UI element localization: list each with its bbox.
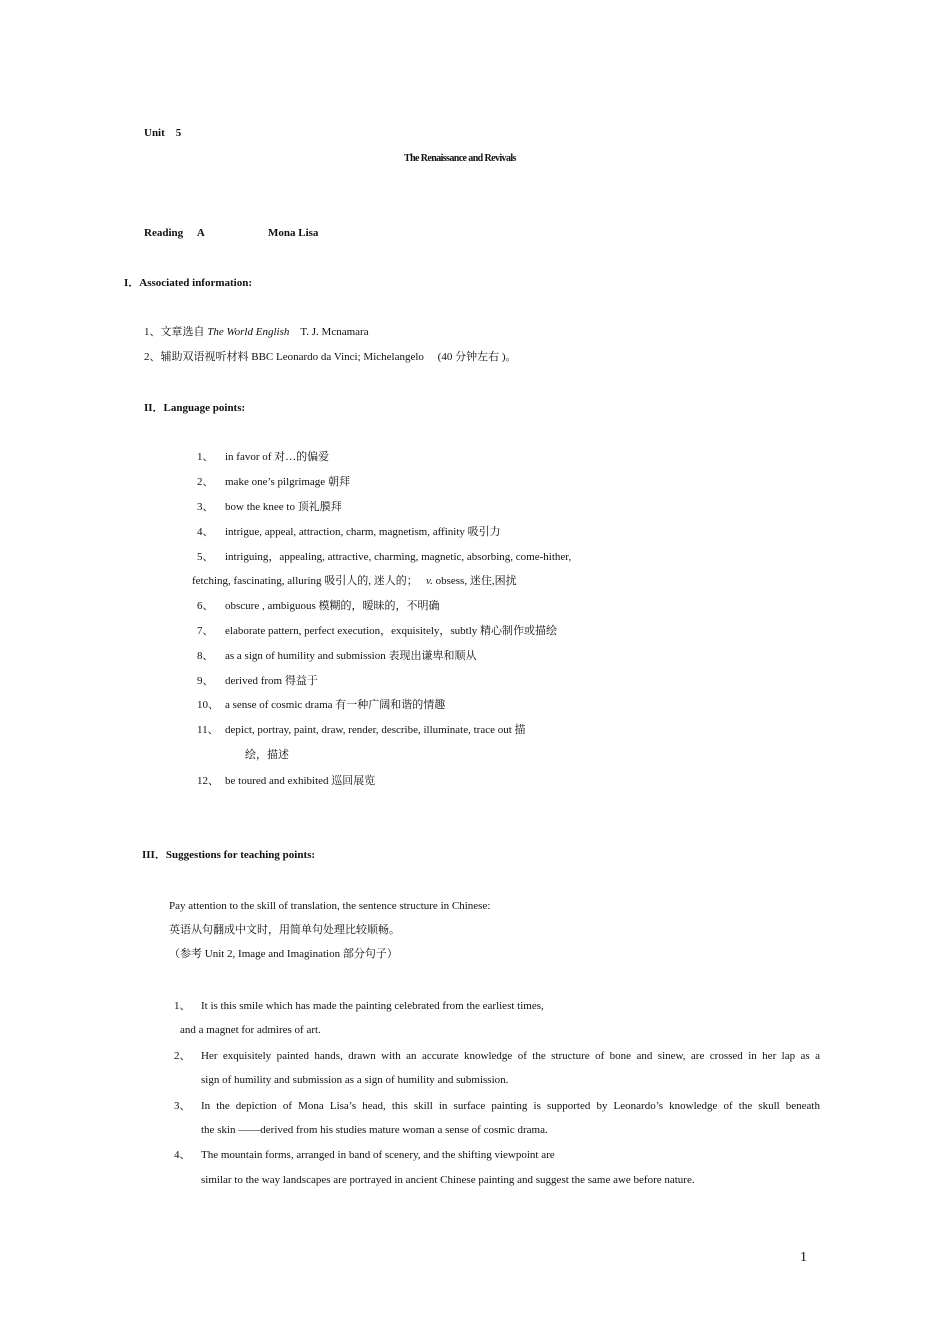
section-1-heading: I．Associated information: (124, 277, 253, 289)
section-2-heading: II．Language points: (144, 402, 246, 414)
section-3-intro-line: Pay attention to the skill of translation, the sentence structure in Chinese: (169, 900, 491, 912)
sentence-line: the skin ——derived from his studies mature woman a sense of cosmic drama. (201, 1124, 548, 1136)
sentence-line: The mountain forms, arranged in band of scenery, and the shifting viewpoint are (201, 1149, 555, 1161)
associated-info-item: 2、辅助双语视听材料 BBC Leonardo da Vinci; Michelangelo (40 分钟左右 )。 (144, 351, 517, 363)
language-point: 10、 a sense of cosmic drama 有一种广阔和谐的情趣 (197, 699, 446, 711)
sentence-number: 3、 (174, 1100, 191, 1112)
language-point: 6、 obscure , ambiguous 模糊的，暧昧的，不明确 (197, 600, 440, 612)
sentence-line: similar to the way landscapes are portrayed in ancient Chinese painting and suggest the same awe before nature. (201, 1174, 695, 1186)
page-number: 1 (800, 1250, 807, 1265)
sentence-line: In the depiction of Mona Lisa’s head, this skill in surface painting is supported by Leonardo’s knowledge of the skull beneath (201, 1100, 820, 1112)
sentence-line: It is this smile which has made the painting celebrated from the earliest times, (201, 1000, 544, 1012)
language-point: 12、 be toured and exhibited 巡回展览 (197, 775, 376, 787)
sentence-number: 1、 (174, 1000, 191, 1012)
language-point-continuation: fetching, fascinating, alluring 吸引人的, 迷人的； v. obsess, 迷住,困扰 (192, 575, 517, 587)
sentence-line: sign of humility and submission as a sign of humility and submission. (201, 1074, 509, 1086)
reading-name: Mona Lisa (268, 227, 319, 239)
sentence-number: 4、 (174, 1149, 191, 1161)
section-3-intro-line: （参考 Unit 2, Image and Imagination 部分句子） (169, 948, 398, 960)
language-point: 3、 bow the knee to 顶礼膜拜 (197, 501, 342, 513)
language-point-continuation: 绘，描述 (245, 749, 289, 761)
language-point: 9、 derived from 得益于 (197, 675, 318, 687)
reading-letter: A (196, 227, 205, 239)
associated-info-item: 1、文章选自 The World English T. J. Mcnamara (144, 326, 369, 338)
language-point: 2、 make one’s pilgrimage 朝拜 (197, 476, 350, 488)
language-point: 5、 intriguing，appealing, attractive, charming, magnetic, absorbing, come-hither, (197, 551, 572, 563)
sentence-line: and a magnet for admires of art. (180, 1024, 321, 1036)
section-3-intro-line: 英语从句翻成中文时，用简单句处理比较顺畅。 (169, 924, 400, 936)
reading-label: Reading A (144, 227, 205, 239)
document-title: The Renaissance and Revivals (404, 153, 516, 164)
sentence-number: 2、 (174, 1050, 191, 1062)
language-point: 11、 depict, portray, paint, draw, render, describe, illuminate, trace out 描 (197, 724, 526, 736)
unit-number: 5 (175, 127, 182, 139)
language-point: 1、 in favor of 对…的偏爱 (197, 451, 330, 463)
language-point: 8、 as a sign of humility and submission 表现出谦卑和顺从 (197, 650, 477, 662)
sentence-line: Her exquisitely painted hands, drawn with an accurate knowledge of the structure of bone and sinew, are crossed in her lap as a (201, 1050, 820, 1062)
language-point: 4、 intrigue, appeal, attraction, charm, magnetism, affinity 吸引力 (197, 526, 501, 538)
language-point: 7、 elaborate pattern, perfect execution，exquisitely，subtly 精心制作或描绘 (197, 625, 558, 637)
section-3-heading: III．Suggestions for teaching points: (142, 849, 316, 861)
unit-label: Unit 5 (144, 127, 182, 139)
